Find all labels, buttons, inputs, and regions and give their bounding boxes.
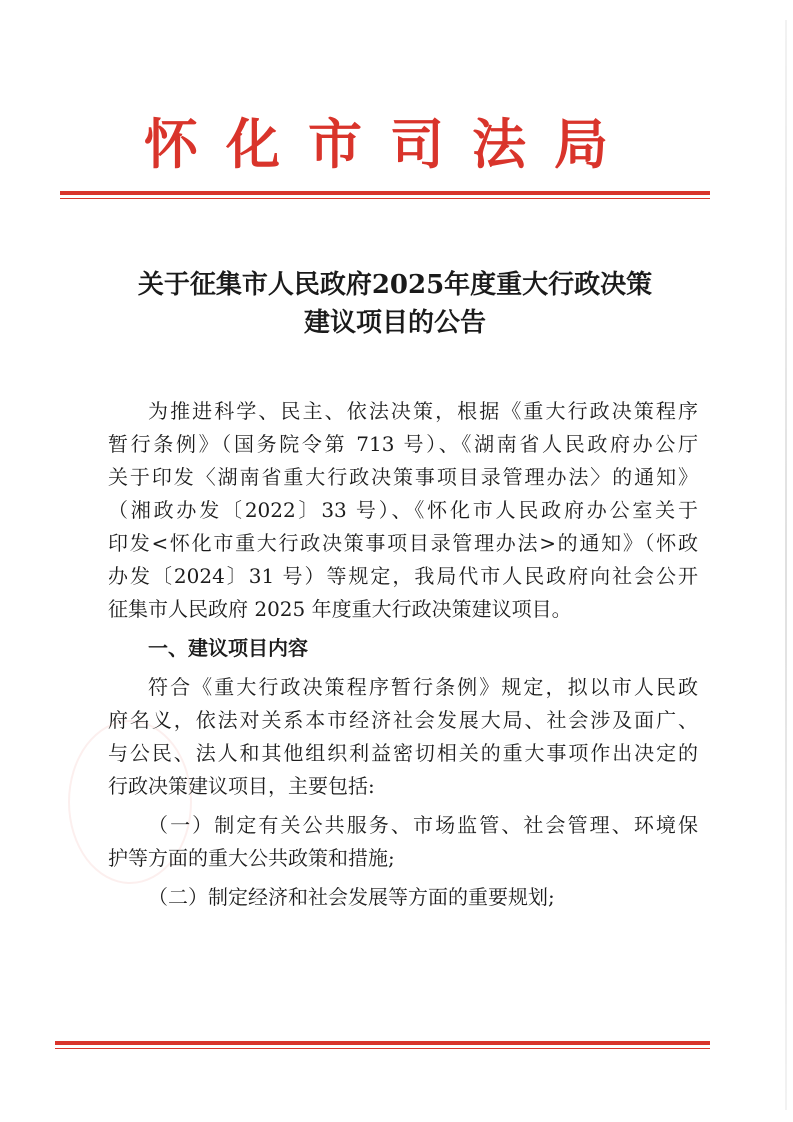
red-rule-thick (55, 1041, 710, 1045)
item-line: （二）制定经济和社会发展等方面的重要规划; (148, 885, 555, 909)
item-line: （一）制定有关公共服务、市场监管、社会管理、环境保 (148, 813, 698, 837)
intro-line: 为推进科学、民主、依法决策，根据《重大行政决策程序 (148, 399, 698, 423)
section-heading: 一、建议项目内容 (148, 636, 308, 660)
intro-line: 暂行条例》（国务院令第 713 号）、《湖南省人民政府办公厅 (108, 432, 698, 456)
red-rule-thin (60, 198, 710, 199)
section-line: 与公民、法人和其他组织利益密切相关的重大事项作出决定的 (108, 741, 698, 765)
red-rule-thin (55, 1048, 710, 1049)
document-body (108, 395, 698, 914)
section-line: 府名义，依法对关系本市经济社会发展大局、社会涉及面广、 (108, 708, 698, 732)
footer-red-rule (55, 1041, 710, 1049)
item-line: 护等方面的重大公共政策和措施; (108, 846, 395, 870)
intro-line: 关于印发〈湖南省重大行政决策事项目录管理办法〉的通知》 (108, 465, 698, 489)
section-line: 符合《重大行政决策程序暂行条例》规定，拟以市人民政 (148, 675, 698, 699)
title-line-2: 建议项目的公告 (303, 308, 486, 338)
intro-line: 征集市人民政府 2025 年度重大行政决策建议项目。 (108, 597, 572, 621)
title-line-1: 关于征集市人民政府2025年度重大行政决策 (137, 270, 653, 300)
intro-line: 印发<怀化市重大行政决策事项目录管理办法>的通知》（怀政 (108, 531, 698, 555)
scan-edge-shadow (785, 20, 787, 1110)
agency-letterhead: 怀化市司法局 (144, 112, 636, 176)
red-rule-thick (60, 191, 710, 195)
document-title (70, 266, 720, 342)
section-line: 行政决策建议项目，主要包括: (108, 774, 375, 798)
intro-line: （湘政办发〔2022〕33 号）、《怀化市人民政府办公室关于 (108, 498, 698, 522)
letterhead-red-rule (60, 191, 710, 199)
intro-line: 办发〔2024〕31 号）等规定，我局代市人民政府向社会公开 (108, 564, 698, 588)
